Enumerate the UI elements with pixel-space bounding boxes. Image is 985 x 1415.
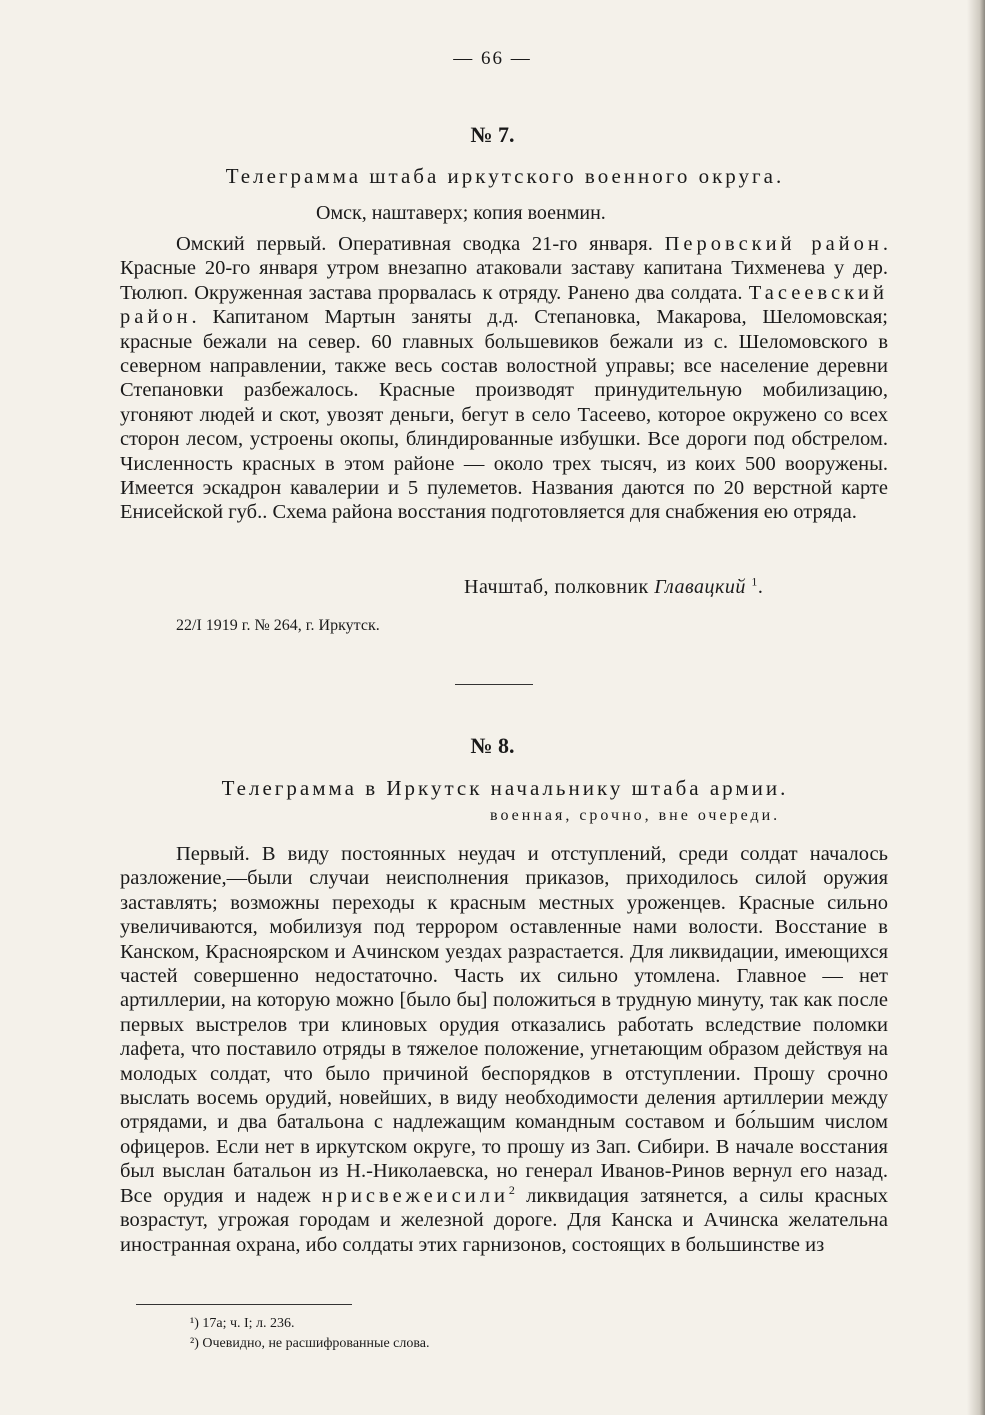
doc8-body-part-1: Первый. В виду постоянных неудач и отступлений, среди солдат началось разложение,—были случаи неисполнения приказов, приходилось силой оружия заставлять; возможны переходы к красным местных уроженцев. Красные сильно увеличиваются, мобилизуя под террором оставленные нами волости. Восстание в Канском, Красноярском и Ачинском уездах разрастается. Для ликвидации, имеющихся частей совершенно недостаточно. Часть их сильно утомлена. Главное — нет артиллерии, на которую можно [было бы] положиться в трудную минуту, так как после первых выстрелов три клиновых орудия отказались работать вследствие поломки лафета, что поставило отряды в тяжелое положение, угнетающим образом действуя на молодых солдат, что было причиной беспорядков в отступлении. Прошу срочно выслать восемь орудий, новейших, в виду необходимости деления артиллерии между отрядами, и два батальона с надлежащим командным составом и бо́льшим числом офицеров. Если нет в иркутском округе, то прошу из Зап. Сибири. В начале восстания был выслан батальон из Н.-Николаевска, но генерал Иванов-Ринов вернул его назад. Все орудия и надеж	[120, 843, 888, 1207]
doc8-title: Телеграмма в Иркутск начальнику штаба армии.	[221, 776, 789, 800]
page-number: — 66 —	[453, 48, 532, 69]
doc7-district-1: Перовский район	[664, 233, 883, 255]
page-edge-shadow	[967, 0, 985, 1415]
doc8-body-part-2: ликвидация затянется, а силы красных возрастут, угрожая городам и железной дороге. Для Канска и Ачинска желательна иностранная охрана, ибо солдаты этих гарнизонов, состоящих в большинстве из	[120, 1184, 888, 1256]
doc8-body	[120, 842, 888, 1257]
footnote-1: ¹) 17а; ч. I; л. 236.	[190, 1316, 295, 1331]
doc7-body-part-1: Омский первый. Оперативная сводка 21-го января.	[176, 233, 665, 255]
doc7-date: 22/I 1919 г. № 264, г. Иркутск.	[176, 617, 380, 634]
doc7-body-part-2: . Красные 20-го января утром внезапно атаковали заставу капитана Тихменева у дер. Тюлюп. Окруженная застава прорвалась к отряду. Ранено два солдата.	[120, 233, 888, 304]
doc7-signature-name: Главацкий	[654, 576, 746, 598]
doc8-footnote-mark: 2	[508, 1182, 515, 1197]
doc7-body	[120, 232, 888, 525]
doc7-body-part-3: . Капитаном Мартын заняты д.д. Степановка, Макарова, Шеломовская; красные бежали на север. 60 главных большевиков бежали из с. Шеломовского в северном направлении, также весь состав волостной управы; все население деревни Степановки разбежалось. Красные производят принудительную мобилизацию, угоняют людей и скот, увозят деньги, бегут в село Тасеево, которое окружено со всех сторон лесом, устроены окопы, блиндированные избушки. Все дороги под обстрелом. Численность красных в этом районе — около трех тысяч, из коих 500 вооружены. Имеется эскадрон кавалерии и 5 пулеметов. Названия даются по 20 верстной карте Енисейской губ.. Схема района восстания подготовляется для снабжения ею отряда.	[120, 306, 888, 524]
doc8-note: военная, срочно, вне очереди.	[490, 807, 781, 824]
footnote-rule	[136, 1304, 352, 1305]
doc7-district-2: Тасеевский район	[120, 281, 888, 329]
doc7-signature-footnote-mark: 1	[751, 574, 758, 589]
doc7-signature-prefix: Начштаб, полковник	[464, 576, 655, 598]
doc8-undeciphered: нрисвежеисили	[321, 1184, 509, 1207]
doc7-address: Омск, наштаверх; копия военмин.	[316, 202, 606, 224]
footnote-2: ²) Очевидно, не расшифрованные слова.	[190, 1336, 430, 1351]
doc7-signature: Начштаб, полковник Главацкий $^1$.	[464, 574, 764, 598]
doc7-number: № 7.	[470, 122, 515, 147]
doc8-number: № 8.	[470, 733, 515, 758]
doc7-title: Телеграмма штаба иркутского военного округа.	[225, 164, 785, 188]
section-divider	[455, 684, 533, 685]
